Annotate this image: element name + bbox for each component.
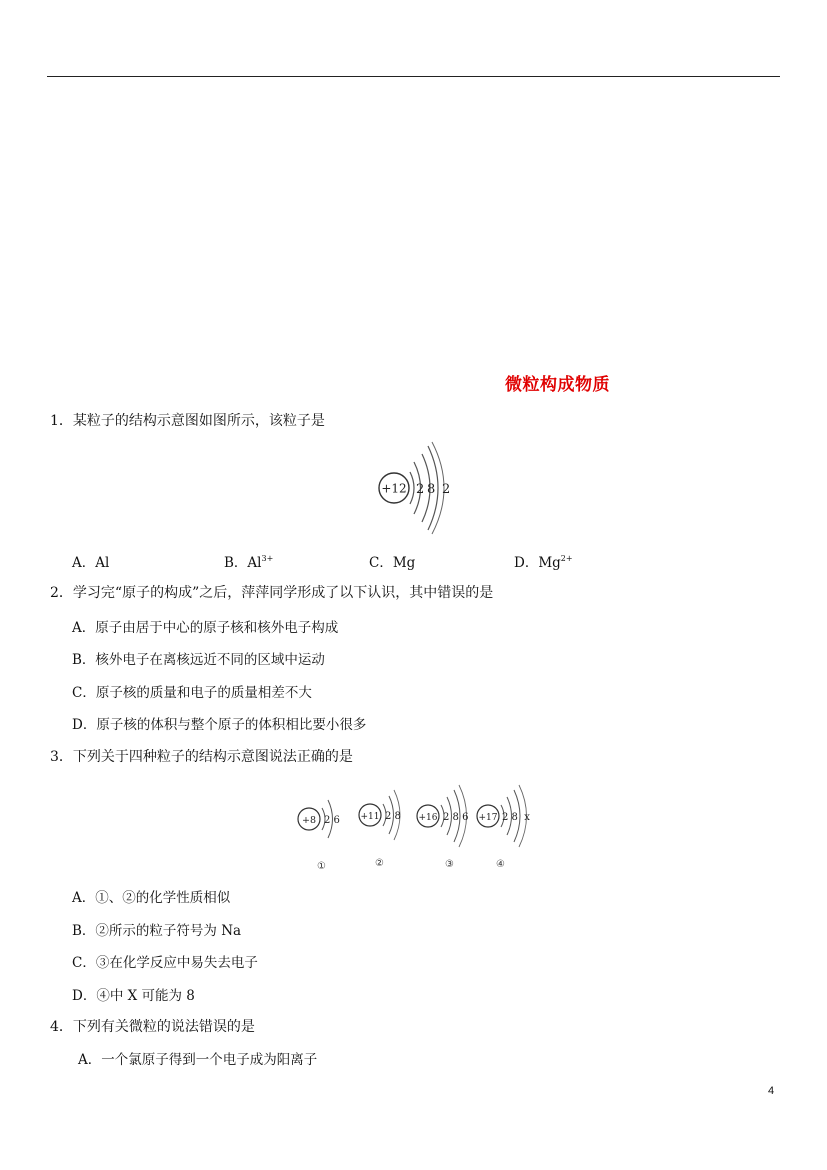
q2-option-d: D．原子核的体积与整个原子的体积相比要小很多 [72,717,367,733]
q1-option-b: B．$Al^{3+}$ [224,554,274,571]
q1-shell-2: 8 [427,482,436,497]
question-4-stem: 4．下列有关微粒的说法错误的是 [50,1019,255,1035]
q3-d3-shells: 2 8 6 [443,812,469,823]
q3-diagram-4 [477,785,530,870]
q3-d3-nucleus: +16 [418,813,438,823]
atom-diagram-q1 [372,438,462,538]
q3-option-a: A．①、②的化学性质相似 [72,890,231,906]
page-title: 微粒构成物质 [505,375,610,395]
q3-option-c: C．③在化学反应中易失去电子 [72,955,258,971]
q1-shell-1: 2 [416,482,425,497]
header-rule [47,76,780,77]
page-number: 4 [768,1085,775,1097]
q3-d2-shells: 2 8 [385,811,401,822]
q3-option-b: B．②所示的粒子符号为 Na [72,923,242,939]
q1-shell-3: 2 [442,482,451,497]
q3-d2-nucleus: +11 [360,812,380,822]
q3-diagram-2 [359,790,401,869]
question-1-stem: 1．某粒子的结构示意图如图所示，该粒子是 [50,413,325,429]
q3-d1-label: ① [317,861,326,872]
q3-option-d: D．④中 X 可能为 8 [72,988,195,1004]
q4-option-a: A．一个氯原子得到一个电子成为阳离子 [78,1052,318,1068]
question-2-stem: 2．学习完“原子的构成”之后，萍萍同学形成了以下认识，其中错误的是 [50,585,494,601]
q3-d1-nucleus: +8 [301,815,317,826]
q3-diagram-3 [417,785,468,870]
q3-d3-label: ③ [445,859,454,870]
q2-option-b: B．核外电子在离核远近不同的区域中运动 [72,652,325,668]
q3-d4-label: ④ [496,859,505,870]
q2-option-c: C．原子核的质量和电子的质量相差不大 [72,685,312,701]
q3-d4-shells: 2 8 x [502,812,530,823]
q1-nucleus: +12 [381,481,407,496]
q3-d4-nucleus: +17 [478,813,498,823]
q3-diagram-1 [298,800,340,872]
q1-option-c: C．Mg [369,555,416,571]
q1-option-d: D．$Mg^{2+}$ [514,554,573,571]
atom-diagrams-q3 [292,780,542,875]
question-3-stem: 3．下列关于四种粒子的结构示意图说法正确的是 [50,749,353,765]
q3-d2-label: ② [375,858,384,869]
q3-d1-shells: 2 6 [324,815,340,826]
q2-option-a: A．原子由居于中心的原子核和核外电子构成 [72,620,339,636]
q1-option-a: A．Al [72,555,110,571]
